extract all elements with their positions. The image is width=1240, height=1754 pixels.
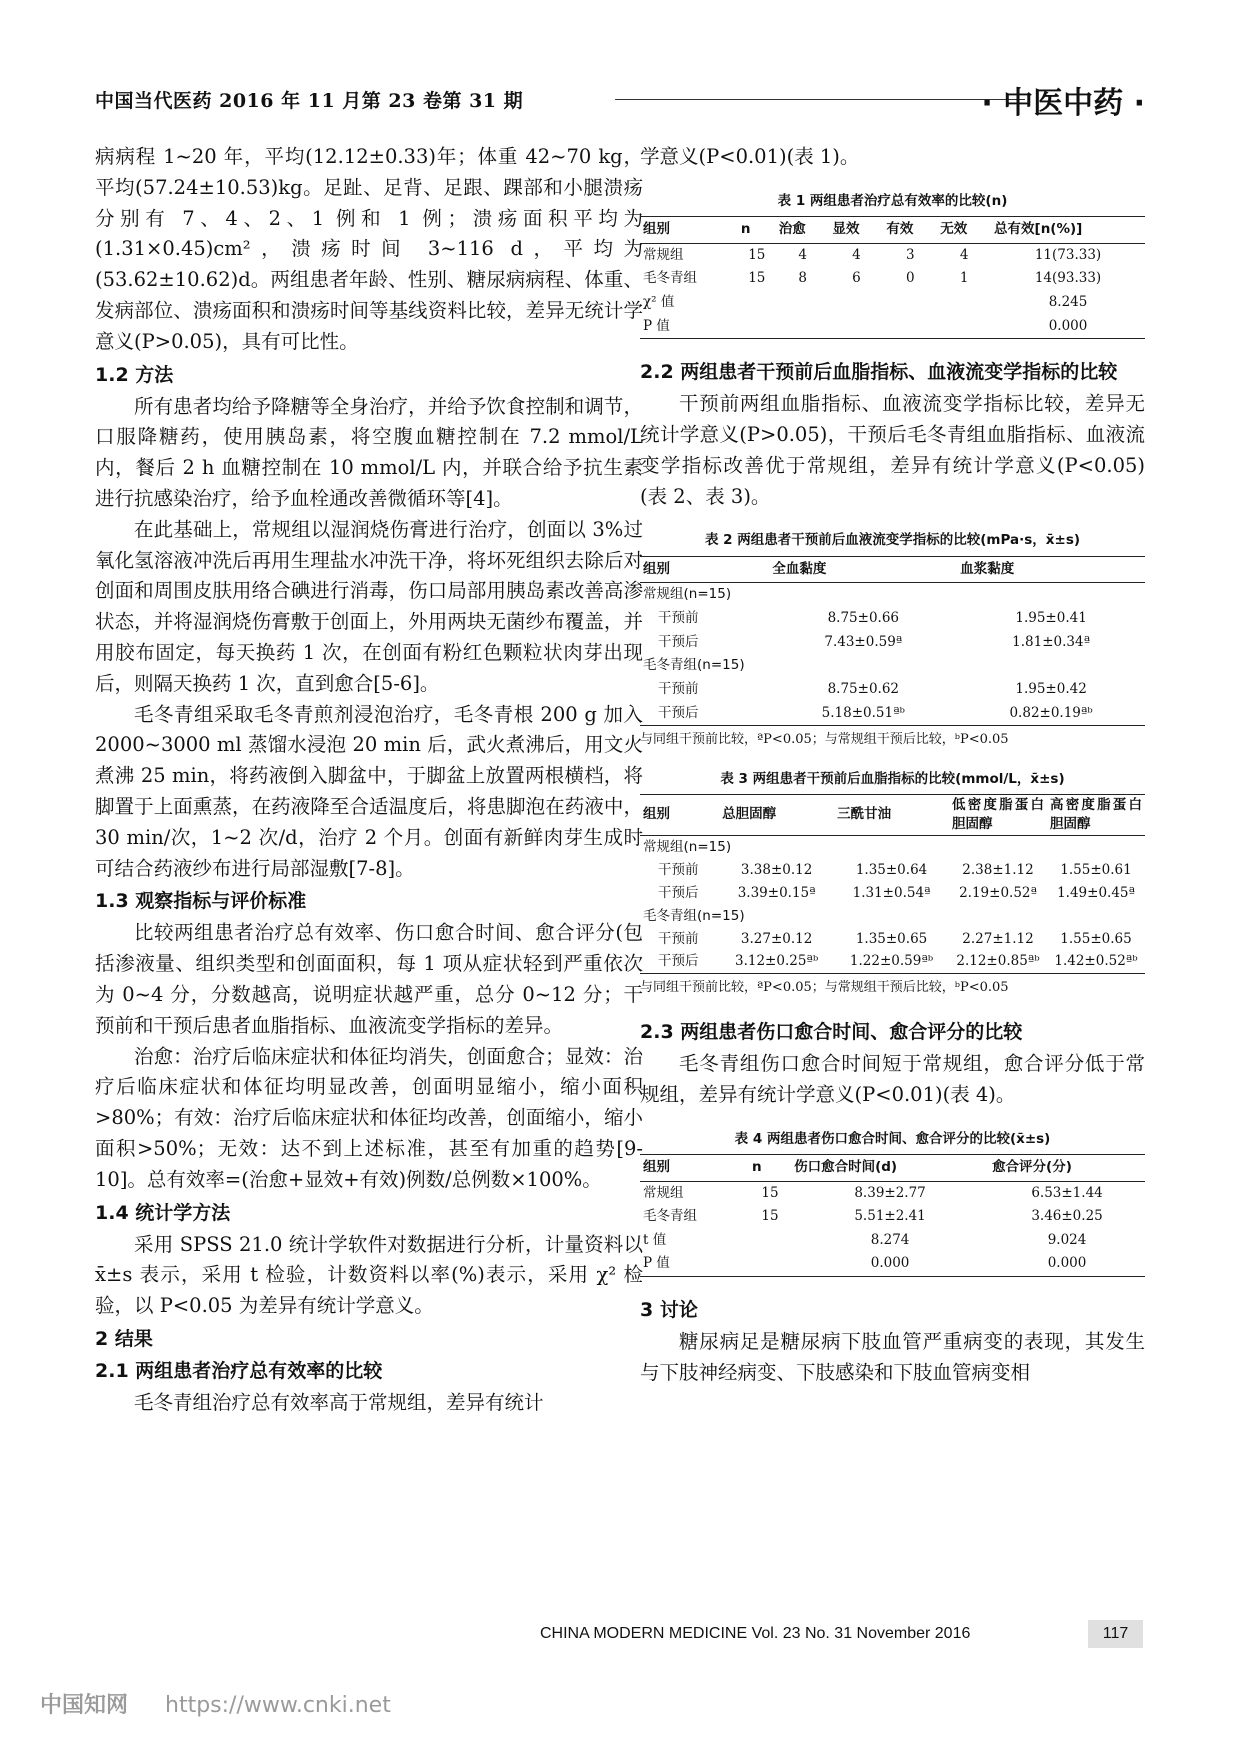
table-cell: 干预后 bbox=[640, 702, 769, 726]
table-row bbox=[640, 950, 1145, 973]
table-cell: 2.27±1.12 bbox=[962, 930, 1034, 947]
table-cell: 常规组 bbox=[643, 246, 684, 263]
table-title: 表 3 两组患者干预前后血脂指标的比较(mmol/L，x̄±s) bbox=[720, 770, 1065, 787]
group-label: 常规组(n=15) bbox=[643, 586, 732, 603]
table-row bbox=[640, 267, 1145, 291]
table-row bbox=[640, 631, 1145, 655]
table-row bbox=[640, 882, 1145, 905]
table-cell: 4 bbox=[959, 246, 969, 263]
section-heading: 2.1 两组患者治疗总有效率的比较 bbox=[95, 1359, 383, 1382]
table-header: 低密度脂蛋白胆固醇 bbox=[949, 795, 1047, 836]
table-cell: 8.75±0.66 bbox=[827, 610, 900, 627]
section-heading: 2 结果 bbox=[95, 1327, 153, 1350]
table-cell: 1.55±0.65 bbox=[1060, 930, 1132, 947]
paragraph: 治愈：治疗后临床症状和体征均消失，创面愈合；显效：治疗后临床症状和体征均明显改善，创面明显缩小，缩小面积>80%；有效：治疗后临床症状和体征均改善，创面缩小，缩小面积>50%；无效：达不到上述标准，甚至有加重的趋势[9-10]。总有效率=(治愈+显效+有效)例数/总例数×100%。 bbox=[95, 1044, 643, 1191]
table-cell: 1.35±0.64 bbox=[855, 861, 928, 878]
table-row bbox=[640, 1205, 1145, 1229]
table-header: 治愈 bbox=[776, 217, 830, 244]
table-cell: 5.18±0.51ªᵇ bbox=[769, 702, 957, 726]
right-column bbox=[640, 142, 1145, 1389]
table-cell: 干预前 bbox=[658, 680, 699, 697]
table-cell: 干预后 bbox=[640, 950, 719, 973]
table-note: 与同组干预前比较，ªP<0.05；与常规组干预后比较，ᵇP<0.05 bbox=[640, 980, 1009, 996]
table-cell: 7.43±0.59ª bbox=[824, 633, 903, 650]
table-cell: 14(93.33) bbox=[1034, 270, 1102, 287]
table-cell: 2.38±1.12 bbox=[962, 861, 1034, 878]
table bbox=[640, 556, 1145, 726]
table-cell: 11(73.33) bbox=[1034, 246, 1102, 263]
table-cell: 3.38±0.12 bbox=[740, 861, 813, 878]
table-header: n bbox=[738, 217, 776, 244]
watermark-brand: 中国知网 bbox=[40, 1693, 129, 1718]
table-cell: 2.19±0.52ª bbox=[959, 884, 1037, 901]
left-column bbox=[95, 142, 643, 1419]
table-cell: 8.245 bbox=[1048, 294, 1088, 310]
table-cell: 3.12±0.25ªᵇ bbox=[719, 950, 834, 973]
table-cell: 15 bbox=[761, 1208, 779, 1225]
table-header: 三酰甘油 bbox=[834, 795, 949, 836]
table-row bbox=[640, 243, 1145, 267]
table-row bbox=[640, 654, 1145, 678]
table-row bbox=[640, 1181, 1145, 1205]
paragraph: 比较两组患者治疗总有效率、伤口愈合时间、愈合评分(包括渗液量、组织类型和创面面积，每 1 项从症状轻到严重依次为 0~4 分，分数越高，说明症状越严重，总分 0~12 分；干预前和干预后患者血脂指标、血液流变学指标的差异。 bbox=[95, 921, 643, 1037]
table-cell: 干预前 bbox=[658, 930, 699, 947]
page-number: 117 bbox=[1088, 1620, 1143, 1648]
table-cell: 6 bbox=[852, 270, 861, 287]
table-cell: 4 bbox=[798, 246, 807, 263]
table-2 bbox=[640, 530, 1145, 750]
table bbox=[640, 216, 1145, 339]
table-header: 组别 bbox=[640, 217, 738, 244]
table-cell: 干预后 bbox=[658, 633, 699, 650]
journal-footer: CHINA MODERN MEDICINE Vol. 23 No. 31 November 2016 bbox=[540, 1625, 971, 1642]
table-cell: 0.000 bbox=[989, 1252, 1145, 1276]
table-cell: 8.39±2.77 bbox=[854, 1184, 926, 1201]
table-header: 全血黏度 bbox=[769, 556, 957, 583]
table-cell: 1.31±0.54ª bbox=[852, 884, 931, 901]
table-row bbox=[640, 928, 1145, 951]
table-cell: P 值 bbox=[640, 315, 738, 339]
table-row bbox=[640, 583, 1145, 607]
table-row bbox=[640, 835, 1145, 858]
table-cell: 4 bbox=[852, 246, 861, 263]
table-header: 高密度脂蛋白胆固醇 bbox=[1047, 795, 1145, 836]
table-header: n bbox=[749, 1154, 791, 1181]
table-3 bbox=[640, 769, 1145, 999]
table-cell: 0.000 bbox=[991, 315, 1145, 339]
table-row bbox=[640, 905, 1145, 928]
paragraph: 学意义(P<0.01)(表 1)。 bbox=[640, 145, 860, 168]
table-cell: 1.95±0.41 bbox=[1015, 610, 1087, 627]
table-cell: χ² 值 bbox=[643, 294, 675, 310]
table-cell: 15 bbox=[761, 1184, 779, 1201]
table-cell: 1.95±0.42 bbox=[1015, 680, 1087, 697]
paragraph: 毛冬青组治疗总有效率高于常规组，差异有统计 bbox=[134, 1390, 544, 1414]
table-cell: 常规组 bbox=[643, 1184, 684, 1201]
table-cell: 0.000 bbox=[791, 1252, 989, 1276]
table bbox=[640, 1154, 1145, 1277]
table-1 bbox=[640, 191, 1145, 339]
paragraph: 所有患者均给予降糖等全身治疗，并给予饮食控制和调节，口服降糖药，使用胰岛素，将空腹血糖控制在 7.2 mmol/L 内，餐后 2 h 血糖控制在 10 mmol/L 内，并联合给予抗生素进行抗感染治疗，给予血栓通改善微循环等[4]。 bbox=[95, 394, 643, 510]
table-cell: 0 bbox=[905, 270, 915, 287]
section-tag: · 中医中药 · bbox=[981, 86, 1145, 121]
table-title: 表 1 两组患者治疗总有效率的比较(n) bbox=[777, 192, 1008, 209]
table-cell: 8.75±0.62 bbox=[827, 680, 900, 697]
table-header: 总胆固醇 bbox=[719, 795, 834, 836]
table-row bbox=[640, 1229, 1145, 1253]
table-cell: 3.39±0.15ª bbox=[737, 884, 816, 901]
table-header: 组别 bbox=[640, 1154, 749, 1181]
table-cell: 1.35±0.65 bbox=[855, 930, 928, 947]
table-title: 表 2 两组患者干预前后血液流变学指标的比较(mPa·s，x̄±s) bbox=[704, 532, 1081, 549]
paragraph: 在此基础上，常规组以湿润烧伤膏进行治疗，创面以 3%过氧化氢溶液冲洗后再用生理盐水冲洗干净，将坏死组织去除后对创面和周围皮肤用络合碘进行消毒，伤口局部用胰岛素改善高渗状态，并将湿润烧伤膏敷于创面上，外用两块无菌纱布覆盖，并用胶布固定，每天换药 1 次，在创面有粉红色颗粒状肉芽出现后，则隔天换药 1 次，直到愈合[5-6]。 bbox=[95, 517, 643, 695]
section-heading: 1.3 观察指标与评价标准 bbox=[95, 890, 307, 913]
paragraph: 干预前两组血脂指标、血液流变学指标比较，差异无统计学意义(P>0.05)，干预后毛冬青组血脂指标、血液流变学指标改善优于常规组，差异有统计学意义(P<0.05)(表 2、表 3)。 bbox=[640, 392, 1145, 508]
table-header: 伤口愈合时间(d) bbox=[791, 1154, 989, 1181]
paragraph: 病病程 1~20 年，平均(12.12±0.33)年；体重 42~70 kg，平均(57.24±10.53)kg。足趾、足背、足跟、踝部和小腿溃疡分别有 7、4、2、1 例和 1 例；溃疡面积平均为(1.31×0.45)cm²，溃疡时间 3~116 d，平均为(53.62±10.62)d。两组患者年龄、性别、糖尿病病程、体重、发病部位、溃疡面积和溃疡时间等基线资料比较，差异无统计学意义(P>0.05)，具有可比性。 bbox=[95, 145, 643, 353]
table-cell: 1.81±0.34ª bbox=[1012, 633, 1091, 650]
section-heading: 2.2 两组患者干预前后血脂指标、血液流变学指标的比较 bbox=[640, 361, 1118, 384]
table-cell: 1 bbox=[959, 270, 969, 287]
table-header: 血浆黏度 bbox=[957, 556, 1145, 583]
paragraph: 毛冬青组采取毛冬青煎剂浸泡治疗，毛冬青根 200 g 加入 2000~3000 ml 蒸馏水浸泡 20 min 后，武火煮沸后，用文火煮沸 25 min，将药液倒入脚盆中，于脚盆上放置两根横档，将脚置于上面熏蒸，在药液降至合适温度后，将患脚泡在药液中，30 min/次，1~2 次/d，治疗 2 个月。创面有新鲜肉芽生成时可结合药液纱布进行局部湿敷[7-8]。 bbox=[95, 702, 643, 880]
table-cell: 干预前 bbox=[658, 610, 699, 627]
group-label: 常规组(n=15) bbox=[643, 838, 732, 855]
table-4 bbox=[640, 1129, 1145, 1277]
paragraph: 采用 SPSS 21.0 统计学软件对数据进行分析，计量资料以 x̄±s 表示，采用 t 检验，计数资料以率(%)表示，采用 χ² 检验，以 P<0.05 为差异有统计学意义。 bbox=[95, 1232, 643, 1318]
table-header: 显效 bbox=[830, 217, 884, 244]
table-row bbox=[640, 702, 1145, 726]
table-cell: 干预前 bbox=[658, 861, 699, 878]
table-cell: t 值 bbox=[643, 1231, 667, 1248]
table-header: 组别 bbox=[640, 556, 769, 583]
table-cell: 3 bbox=[905, 246, 915, 263]
header-rule bbox=[615, 99, 1025, 100]
table-cell: 5.51±2.41 bbox=[854, 1208, 926, 1225]
table-title: 表 4 两组患者伤口愈合时间、愈合评分的比较(x̄±s) bbox=[734, 1130, 1051, 1147]
watermark-url: https://www.cnki.net bbox=[165, 1693, 391, 1718]
table-cell: 8 bbox=[798, 270, 807, 287]
table-cell: 0.82±0.19ªᵇ bbox=[957, 702, 1145, 726]
group-label: 毛冬青组(n=15) bbox=[643, 657, 745, 674]
table-row bbox=[640, 1252, 1145, 1276]
table-cell: 9.024 bbox=[1047, 1231, 1087, 1248]
table-cell: 2.12±0.85ªᵇ bbox=[949, 950, 1047, 973]
table bbox=[640, 794, 1145, 974]
table-cell: 1.42±0.52ªᵇ bbox=[1047, 950, 1145, 973]
section-heading: 1.4 统计学方法 bbox=[95, 1201, 231, 1224]
section-heading: 2.3 两组患者伤口愈合时间、愈合评分的比较 bbox=[640, 1020, 1023, 1043]
table-header: 无效 bbox=[937, 217, 991, 244]
watermark bbox=[40, 1688, 391, 1719]
paragraph: 糖尿病足是糖尿病下肢血管严重病变的表现，其发生与下肢神经病变、下肢感染和下肢血管病变相 bbox=[640, 1330, 1145, 1384]
group-label: 毛冬青组(n=15) bbox=[643, 907, 745, 924]
page-header bbox=[95, 78, 1145, 128]
table-row bbox=[640, 859, 1145, 882]
table-cell: P 值 bbox=[640, 1252, 749, 1276]
table-cell: 1.22±0.59ªᵇ bbox=[834, 950, 949, 973]
table-cell: 1.49±0.45ª bbox=[1057, 884, 1135, 901]
table-row bbox=[640, 678, 1145, 702]
table-header: 总有效[n(%)] bbox=[991, 217, 1145, 244]
table-cell: 干预后 bbox=[658, 884, 699, 901]
section-heading: 3 讨论 bbox=[640, 1299, 698, 1322]
table-row bbox=[640, 291, 1145, 315]
table-header: 组别 bbox=[640, 795, 719, 836]
table-row bbox=[640, 607, 1145, 631]
table-cell: 15 bbox=[748, 246, 766, 263]
journal-issue-info: 中国当代医药 2016 年 11 月第 23 卷第 31 期 bbox=[95, 90, 524, 112]
paragraph: 毛冬青组伤口愈合时间短于常规组，愈合评分低于常规组，差异有统计学意义(P<0.01)(表 4)。 bbox=[640, 1051, 1145, 1106]
table-cell: 8.274 bbox=[870, 1231, 910, 1248]
table-cell: 3.27±0.12 bbox=[740, 930, 813, 947]
table-cell: 6.53±1.44 bbox=[1031, 1184, 1103, 1201]
table-cell: 1.55±0.61 bbox=[1060, 861, 1132, 878]
table-cell: 毛冬青组 bbox=[643, 270, 697, 287]
table-header: 有效 bbox=[883, 217, 937, 244]
table-note: 与同组干预前比较，ªP<0.05；与常规组干预后比较，ᵇP<0.05 bbox=[640, 732, 1009, 748]
table-header: 愈合评分(分) bbox=[989, 1154, 1145, 1181]
table-cell: 3.46±0.25 bbox=[1031, 1208, 1103, 1225]
table-cell: 毛冬青组 bbox=[643, 1208, 697, 1225]
table-row bbox=[640, 315, 1145, 339]
table-cell: 15 bbox=[748, 270, 766, 287]
section-heading: 1.2 方法 bbox=[95, 363, 174, 386]
